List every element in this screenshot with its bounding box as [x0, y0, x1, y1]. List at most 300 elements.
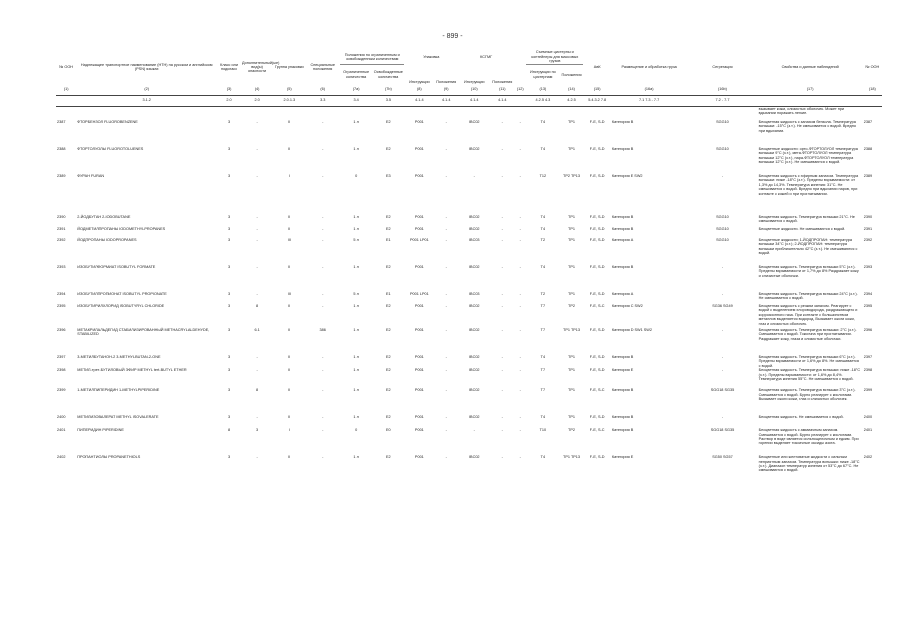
row-properties: Бесцветная жидкость. Температура вспышки 5°C (з.т.). Пределы взрываемости от 1,7% до 8% Раздражает кожу и слизистые оболочки. [758, 265, 859, 278]
row-tank-provision: TP1 [568, 215, 575, 219]
row-tank-provision: TP1 [568, 368, 575, 373]
col-ref: 4.1.4 [404, 95, 434, 106]
row-special-provisions: - [322, 428, 324, 433]
row-special-provisions [305, 106, 340, 120]
col-number: (14) [560, 85, 584, 96]
row-stowage: Категория B [611, 388, 634, 393]
row-name: 3-МЕТИЛБУТАНОН-2 3-METHYLBUTAN-2-ONE [77, 355, 161, 359]
row-packing-group: II [288, 227, 291, 231]
header-un-no-end: № ООН [865, 65, 880, 70]
row-tank-instruction: T4 [540, 455, 546, 460]
row-segregation: SGG10 [716, 147, 729, 151]
row-packing-instruction: P001 [414, 415, 424, 420]
row-stowage: Категория E [611, 368, 634, 373]
table-row [56, 455, 882, 482]
row-col12: - [519, 388, 521, 393]
col-ref [863, 95, 882, 106]
row-un-no: 2398 [57, 368, 66, 373]
row-segregation [687, 106, 757, 120]
row-ems: F-E, S-D [589, 265, 605, 269]
row-tank-provision: TP1 [568, 147, 575, 151]
row-name: ЙОДПРОПАНЫ IODOPROPANES [77, 238, 137, 242]
row-special-provisions: - [322, 227, 324, 231]
row-packing-provision: - [445, 455, 447, 460]
row-tank-provision: TP2 [568, 428, 575, 433]
row-name [76, 106, 217, 120]
col-number: (13) [526, 85, 559, 96]
row-un-no-end: 2401 [863, 428, 873, 433]
table-row [56, 147, 882, 174]
row-class: 3 [227, 355, 231, 359]
col-number: (16a) [611, 85, 687, 96]
row-packing-provision [434, 106, 458, 120]
row-tank-provision: TP1 [568, 238, 575, 242]
column-numbers-row [56, 85, 882, 96]
row-segregation: SGG18 SG35 [710, 428, 735, 433]
header-name: Надлежащее транспортное наименование (НТН) на русском и английском (PSN) языках [80, 62, 213, 72]
row-col12: - [519, 238, 521, 242]
row-ibc-instruction: IBC02 [468, 455, 480, 460]
row-class: 3 [227, 415, 231, 420]
col-number: (7a) [340, 85, 372, 96]
row-packing-group: II [288, 388, 291, 393]
row-limited-quantity: 0 [355, 174, 358, 178]
row-properties: Бесцветная жидкость. Не смешивается с водой. [758, 415, 844, 420]
row-ibc-instruction: IBC02 [468, 120, 480, 124]
row-ibc-instruction: IBC02 [468, 227, 480, 231]
row-properties: Бесцветные или желтоватые жидкости с сильным неприятным запахом. Температура вспышки: ниже -18°C (з.т.). Диапазон температур кипения от 53°C до 67°C. Не смешиваются с водой. [758, 455, 860, 473]
col-number: (2) [76, 85, 217, 96]
row-col12: - [519, 147, 521, 151]
row-excepted-quantity: E2 [386, 227, 391, 231]
row-name: ФТОРТОЛУОЛЫ FLUOROTOLUENES [77, 147, 144, 151]
row-class: 3 [227, 174, 231, 178]
row-class: 3 [227, 227, 231, 231]
row-un-no: 2389 [57, 174, 66, 178]
col-number: (9) [434, 85, 458, 96]
row-segregation: SG50 SG57 [712, 455, 733, 460]
col-ref: 3.5 [372, 95, 404, 106]
row-ems: F-E, S-D [589, 147, 605, 151]
row-tank-instruction: T4 [540, 215, 546, 219]
row-stowage: Категория B [611, 355, 634, 359]
row-ibc-provision: - [501, 388, 503, 393]
row-packing-instruction: P001 [414, 328, 424, 332]
row-segregation: - [721, 292, 724, 296]
row-stowage: Категория B [611, 120, 634, 124]
row-packing-group: III [287, 238, 291, 242]
table-row [56, 106, 882, 120]
row-special-provisions: - [322, 388, 324, 393]
row-stowage: Категория C SW2 [611, 304, 643, 308]
row-class: 3 [227, 455, 231, 460]
row-class: 3 [227, 238, 231, 242]
row-col12: - [519, 328, 521, 332]
row-ibc-provision: - [501, 238, 503, 242]
row-un-no-end: 2396 [863, 328, 873, 332]
table-row [56, 428, 882, 455]
row-name: МЕТИЛИЗОВАЛЕРАТ METHYL ISOVALERATE [77, 415, 159, 420]
row-un-no: 2392 [57, 238, 66, 242]
col-ref: 3.3 [305, 95, 340, 106]
row-ibc-instruction: IBC02 [468, 265, 480, 269]
row-sub-risk: - [256, 292, 258, 296]
row-un-no: 2394 [57, 292, 66, 296]
header-properties: Свойства и данные наблюдений [781, 65, 839, 70]
row-properties: Бесцветная жидкость. Температура вспышки 24°C (з.т.). Не смешивается с водой. [758, 292, 858, 301]
row-name: ФУРАН FURAN [77, 174, 105, 178]
row-packing-group: II [288, 265, 291, 269]
row-packing-group: II [288, 328, 291, 332]
row-tank-instruction: T4 [540, 227, 546, 231]
row-un-no-end: 2395 [863, 304, 873, 308]
row-segregation: SGG10 [716, 215, 729, 219]
row-packing-provision: - [445, 238, 447, 242]
row-col12 [514, 106, 526, 120]
row-col12: - [519, 428, 521, 433]
table-row [56, 215, 882, 227]
row-ems: F-E, S-D [589, 215, 605, 219]
row-name: ФТОРБЕНЗОЛ FLUOROBENZENE [77, 120, 138, 124]
row-excepted-quantity [372, 106, 404, 120]
row-un-no-end: 2393 [863, 265, 873, 269]
row-packing-provision: - [445, 328, 447, 332]
row-segregation: SGG10 [716, 227, 729, 231]
col-ref: 2.0 [217, 95, 241, 106]
row-excepted-quantity: E2 [386, 265, 391, 269]
row-sub-risk [241, 106, 273, 120]
table-header [56, 50, 882, 106]
row-packing-instruction: P001 [414, 428, 424, 433]
dangerous-goods-list-table [56, 50, 882, 482]
row-class: 3 [227, 120, 231, 124]
table-row [56, 265, 882, 292]
row-name: 1-МЕТИЛПИПЕРИДИН 1-METHYLPIPERIDINE [77, 388, 160, 393]
col-number: (7b) [372, 85, 404, 96]
row-ems: F-E, S-D [589, 368, 605, 373]
row-sub-risk: - [256, 455, 258, 460]
row-stowage: Категория A [611, 292, 634, 296]
table-row [56, 238, 882, 265]
row-ibc-provision: - [501, 368, 503, 373]
row-excepted-quantity: E2 [386, 388, 391, 393]
row-ibc-instruction: IBC02 [468, 215, 480, 219]
header-ibc-provisions: Положения [492, 80, 513, 85]
row-packing-instruction: P001 [414, 147, 424, 151]
row-class [217, 106, 241, 120]
table-row [56, 304, 882, 328]
row-packing-group: II [288, 455, 291, 460]
row-limited-quantity: 1 л [353, 368, 359, 373]
column-refs-row [56, 95, 882, 106]
row-excepted-quantity: E2 [386, 304, 391, 308]
row-limited-quantity: 5 л [353, 238, 359, 242]
row-special-provisions: - [322, 174, 324, 178]
row-un-no-end: 2390 [863, 215, 873, 219]
row-un-no: 2400 [57, 415, 66, 420]
header-special-provisions: Специальные положения [310, 62, 335, 72]
row-col12: - [519, 455, 521, 460]
row-ibc-provision: - [501, 120, 503, 124]
row-packing-provision: - [445, 174, 447, 178]
row-packing-group: II [288, 368, 291, 373]
row-ems: F-E, S-D [589, 120, 605, 124]
row-segregation: SGG10 [716, 120, 729, 124]
row-special-provisions: 386 [319, 328, 326, 332]
row-stowage [611, 106, 687, 120]
col-ref: 4.1.4 [458, 95, 490, 106]
row-name: МЕТИЛ-трет-БУТИЛОВЫЙ ЭФИР METHYL tert-BUTYL ETHER [77, 368, 187, 373]
row-sub-risk: - [256, 174, 258, 178]
row-stowage: Категория A [611, 238, 634, 242]
row-un-no-end: 2392 [863, 238, 873, 242]
row-sub-risk: - [256, 238, 258, 242]
row-tank-provision: TP2 TP13 [563, 174, 581, 178]
row-tank-provision: TP1 TP13 [563, 455, 581, 460]
col-ref: 4.2.5 [560, 95, 584, 106]
row-col12: - [519, 227, 521, 231]
col-ref [56, 95, 76, 106]
row-packing-instruction: P001 [414, 455, 424, 460]
header-segregation: Сегрегация [712, 65, 733, 70]
header-packing-instructions: Инструкции [409, 80, 430, 85]
row-ibc-instruction: IBC02 [468, 355, 480, 359]
row-packing-instruction: P001 LP01 [409, 292, 429, 296]
header-tanks: Съемные цистерны и контейнеры для массовых грузов [526, 50, 583, 65]
row-packing-instruction: P001 [414, 215, 424, 219]
row-un-no-end: 2397 [863, 355, 873, 359]
row-properties: Бесцветная жидкость с запахом бензола. Температура вспышки: -15°C (з.т.). Не смешивается с водой. Вредно при вдыхании. [758, 120, 856, 133]
row-class: 3 [227, 215, 231, 219]
row-excepted-quantity: E3 [386, 174, 391, 178]
row-ems: F-E, S-D [589, 227, 605, 231]
row-special-provisions: - [322, 368, 324, 373]
row-special-provisions: - [322, 147, 324, 151]
row-excepted-quantity: E2 [386, 328, 391, 332]
row-ibc-instruction: IBC03 [468, 292, 480, 296]
col-number: (1) [56, 85, 76, 96]
row-packing-provision: - [445, 120, 447, 124]
row-tank-instruction: T4 [540, 415, 546, 420]
row-packing-group: II [288, 304, 291, 308]
row-tank-instruction: T10 [539, 428, 547, 433]
row-excepted-quantity: E2 [386, 120, 391, 124]
row-packing-instruction [404, 106, 434, 120]
row-sub-risk: - [256, 227, 258, 231]
row-un-no: 2396 [57, 328, 66, 332]
row-tank-provision: TP1 [568, 227, 575, 231]
row-packing-instruction: P001 [414, 174, 424, 178]
col-number: (4) [241, 85, 273, 96]
row-special-provisions: - [322, 415, 324, 420]
row-ibc-provision: - [501, 215, 503, 219]
row-special-provisions: - [322, 238, 324, 242]
row-tank-instruction: T7 [540, 304, 546, 308]
col-number: (6) [305, 85, 340, 96]
row-tank-provision: TP1 [568, 292, 575, 296]
row-packing-instruction: P001 [414, 368, 424, 373]
col-ref [758, 95, 863, 106]
row-packing-group [273, 106, 305, 120]
row-tank-instruction: T7 [540, 388, 546, 393]
row-un-no-end [863, 106, 882, 120]
row-col12: - [519, 120, 521, 124]
row-packing-group: II [288, 415, 291, 420]
header-sub-risk: Дополнительный(ые) вид(ы) опасности [241, 60, 280, 74]
row-un-no: 2399 [57, 388, 66, 393]
row-ibc-provision: - [501, 455, 503, 460]
row-tank-provision: TP1 [568, 265, 575, 269]
row-packing-provision: - [445, 428, 447, 433]
row-properties: Бесцветная жидкость с эфирным запахом. Температура вспышки: ниже -18°C (з.т.). Пределы взрываемости: от 1,3% до 14,3%. Температура кипения: 31°C. Не смешивается с водой. Вредно при вдыхании паров, при контакте с кожей и при проглатывании. [758, 174, 859, 196]
header-limited-group: Положения по ограниченным и освобожденным количествам [340, 50, 404, 65]
row-ibc-instruction: - [473, 428, 475, 433]
row-name: 2-ЙОДБУТАН 2-IODOBUTANE [77, 215, 131, 219]
row-un-no: 2402 [57, 455, 66, 460]
row-packing-instruction: P001 [414, 355, 424, 359]
row-packing-instruction: P001 [414, 120, 424, 124]
header-ibc: КСГМГ [480, 55, 493, 60]
row-un-no-end: 2389 [863, 174, 873, 178]
table-row [56, 120, 882, 147]
row-limited-quantity: 1 л [353, 388, 359, 393]
row-col12: - [519, 415, 521, 420]
table-row [56, 368, 882, 388]
row-packing-provision: - [445, 215, 447, 219]
row-limited-quantity: 1 л [353, 304, 359, 308]
row-excepted-quantity: E0 [386, 428, 391, 433]
row-sub-risk: - [256, 355, 258, 359]
row-stowage: Категория B [611, 147, 634, 151]
row-name: ИЗОБУТИЛПРОПИОНАТ ISOBUTYL PROPIONATE [77, 292, 167, 296]
row-special-provisions: - [322, 292, 324, 296]
col-ref: 2.0 [241, 95, 273, 106]
row-special-provisions: - [322, 355, 324, 359]
col-ref: 4.1.4 [434, 95, 458, 106]
row-stowage: Категория B [611, 227, 634, 231]
col-ref [514, 95, 526, 106]
row-name: ИЗОБУТИРИЛХЛОРИД ISOBUTYRYL CHLORIDE [77, 304, 165, 308]
table-row [56, 174, 882, 215]
table-row [56, 355, 882, 368]
table-body [56, 106, 882, 482]
row-segregation: - [721, 328, 724, 332]
row-ibc-provision: - [501, 265, 503, 269]
table-row [56, 415, 882, 428]
row-class: 3 [227, 292, 231, 296]
row-ibc-instruction: IBC02 [468, 304, 480, 308]
row-tank-instruction: T2 [540, 238, 546, 242]
row-limited-quantity: 1 л [353, 215, 359, 219]
row-class: 3 [227, 328, 231, 332]
row-ibc-instruction: IBC02 [468, 368, 480, 373]
row-ems [583, 106, 610, 120]
row-limited-quantity: 1 л [353, 265, 359, 269]
col-ref: 3.1.2 [76, 95, 217, 106]
row-limited-quantity: 0 [355, 428, 358, 433]
col-number: (8) [404, 85, 434, 96]
row-limited-quantity: 1 л [353, 415, 359, 420]
header-packing-provisions: Положения [436, 80, 457, 85]
row-ibc-provision: - [501, 292, 503, 296]
row-ibc-provision: - [501, 147, 503, 151]
row-ibc-provision: - [501, 428, 503, 433]
row-un-no [56, 106, 76, 120]
header-ems: АвК [593, 65, 601, 70]
header-tank-provisions: Положения [561, 72, 582, 77]
row-sub-risk: - [256, 368, 258, 373]
header-limited-quantities: Ограниченные количества [343, 70, 370, 79]
row-sub-risk: - [256, 215, 258, 219]
row-limited-quantity: 1 л [353, 147, 359, 151]
row-un-no: 2388 [57, 147, 66, 151]
row-ems: F-E, S-D [589, 355, 605, 359]
row-properties: Бесцветная жидкость. Температура вспышки 6°C (з.т.). Пределы взрываемости от 1,6% до 8%. Не смешивается с водой. [758, 355, 859, 368]
row-packing-group: II [288, 147, 291, 151]
header-packaging: Упаковка [423, 55, 440, 60]
col-number: (5) [273, 85, 305, 96]
row-un-no-end: 2398 [863, 368, 873, 373]
row-class: 3 [227, 265, 231, 269]
row-excepted-quantity: E2 [386, 368, 391, 373]
row-ibc-instruction: IBC02 [468, 147, 480, 151]
row-col12: - [519, 174, 521, 178]
col-number: (10) [458, 85, 490, 96]
col-ref: 7.1 7.3 - 7.7 [611, 95, 687, 106]
col-number: (12) [514, 85, 526, 96]
row-un-no: 2395 [57, 304, 66, 308]
row-packing-group: II [288, 215, 291, 219]
col-ref: 3.4 [340, 95, 372, 106]
row-properties: Бесцветная жидкость. Температура вспышки 3°C (з.т.). Смешивается с водой. Бурно реагирует с кислотами. Вызывает ожоги кожи, глаз и слизистых оболочек. [758, 388, 856, 402]
row-tank-provision: TP2 [568, 304, 575, 308]
row-excepted-quantity: E2 [386, 455, 391, 460]
row-stowage: Категория B [611, 415, 634, 420]
row-un-no: 2391 [57, 227, 66, 231]
row-packing-group: I [288, 428, 290, 433]
row-stowage: Категория B [611, 215, 634, 219]
row-tank-instruction [526, 106, 559, 120]
row-special-provisions: - [322, 215, 324, 219]
row-stowage: Категория B [611, 265, 634, 269]
col-number: (11) [490, 85, 514, 96]
row-limited-quantity [340, 106, 372, 120]
row-packing-group: I [288, 174, 290, 178]
col-number: (3) [217, 85, 241, 96]
row-special-provisions: - [322, 265, 324, 269]
row-packing-group: III [287, 292, 291, 296]
row-ibc-provision [490, 106, 514, 120]
row-special-provisions: - [322, 455, 324, 460]
row-ems: F-E, S-D [589, 238, 605, 242]
col-number: (18) [863, 85, 882, 96]
row-ibc-provision: - [501, 227, 503, 231]
row-ems: F-E, S-C [589, 428, 605, 433]
row-ibc-provision: - [501, 415, 503, 420]
row-un-no-end: 2388 [863, 147, 873, 151]
row-sub-risk: - [256, 265, 258, 269]
row-sub-risk: 8 [256, 388, 259, 393]
row-col12: - [519, 292, 521, 296]
row-name: ПИПЕРИДИН PIPERIDINE [77, 428, 124, 433]
row-limited-quantity: 5 л [353, 292, 359, 296]
row-packing-instruction: P001 LP01 [409, 238, 429, 242]
row-segregation: - [721, 174, 724, 178]
row-class: 3 [227, 368, 231, 373]
row-name: ПРОПАНТИОЛЫ PROPANETHIOLS [77, 455, 141, 460]
row-col12: - [519, 215, 521, 219]
col-ref: 7.2 - 7.7 [687, 95, 757, 106]
